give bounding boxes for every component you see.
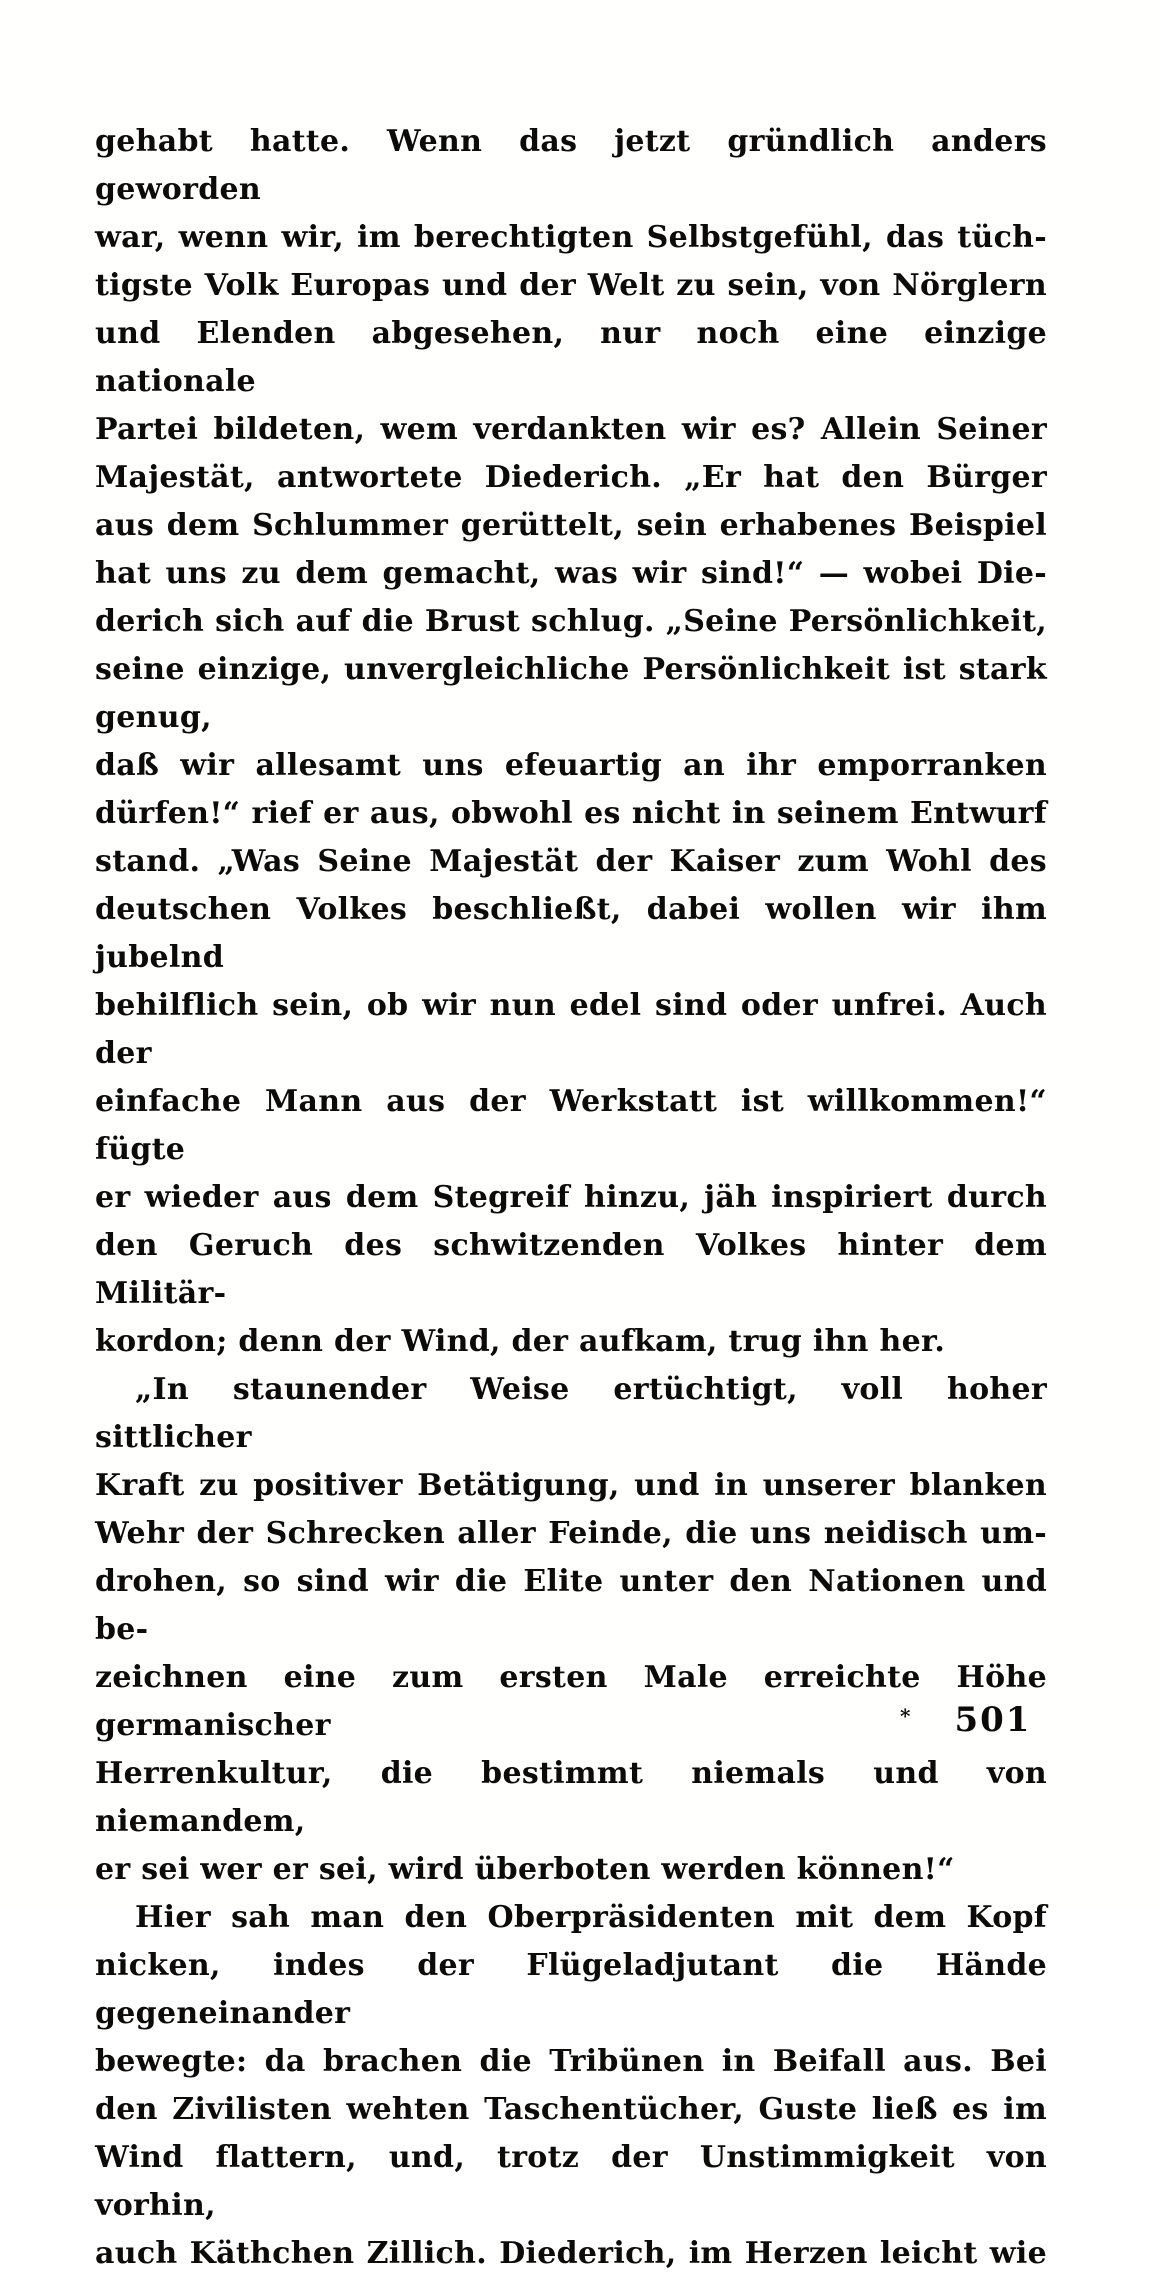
page-footer [900,1700,1031,1740]
text-line: derich sich auf die Brust schlug. „Seine Persönlichkeit, [95,604,1047,639]
text-line: war, wenn wir, im berechtigten Selbstgefühl, das tüch- [95,220,1047,255]
paragraph [95,1366,1047,1894]
text-line: dürfen!“ rief er aus, obwohl es nicht in seinem Entwurf [95,796,1047,831]
text-line: seine einzige, unvergleichliche Persönlichkeit ist stark genug, [95,652,1047,735]
text-line: einfache Mann aus der Werkstatt ist willkommen!“ fügte [95,1084,1047,1167]
text-line: drohen, so sind wir die Elite unter den Nationen und be- [95,1564,1047,1647]
text-line: zeichnen eine zum ersten Male erreichte Höhe germanischer [95,1660,1047,1743]
text-line: tigste Volk Europas und der Welt zu sein, von Nörglern [95,268,1047,303]
text-line: daß wir allesamt uns efeuartig an ihr emporranken [95,748,1047,783]
text-line: er wieder aus dem Stegreif hinzu, jäh inspiriert durch [95,1180,1047,1215]
text-line: behilflich sein, ob wir nun edel sind oder unfrei. Auch der [95,988,1047,1071]
text-line: auch Käthchen Zillich. Diederich, im Herzen leicht wie [95,2236,1047,2271]
text-line: „In staunender Weise ertüchtigt, voll hoher sittlicher [95,1372,1047,1455]
paragraph [95,1894,1047,2278]
text-line: bewegte: da brachen die Tribünen in Beifall aus. Bei [95,2044,1047,2079]
text-line: Herrenkultur, die bestimmt niemals und von niemandem, [95,1756,1047,1839]
text-line: gehabt hatte. Wenn das jetzt gründlich anders geworden [95,124,1047,207]
text-line: und Elenden abgesehen, nur noch eine einzige nationale [95,316,1047,399]
paragraph [95,118,1047,1366]
text-line: kordon; denn der Wind, der aufkam, trug ihn her. [95,1324,946,1359]
page-number: 501 [954,1700,1032,1740]
text-line: den Geruch des schwitzenden Volkes hinter dem Militär- [95,1228,1047,1311]
text-line: Majestät, antwortete Diederich. „Er hat den Bürger [95,460,1047,495]
text-line: stand. „Was Seine Majestät der Kaiser zum Wohl des [95,844,1047,879]
text-line: deutschen Volkes beschließt, dabei wollen wir ihm jubelnd [95,892,1047,975]
text-line: Hier sah man den Oberpräsidenten mit dem Kopf [135,1900,1047,1935]
text-line: er sei wer er sei, wird überboten werden können!“ [95,1852,955,1887]
text-line: Partei bildeten, wem verdankten wir es? Allein Seiner [95,412,1047,447]
text-line: aus dem Schlummer gerüttelt, sein erhabenes Beispiel [95,508,1047,543]
text-line: nicken, indes der Flügeladjutant die Hände gegeneinander [95,1948,1047,2031]
text-line: den Zivilisten wehten Taschentücher, Guste ließ es im [95,2092,1047,2127]
text-block [95,118,1047,2278]
text-line: hat uns zu dem gemacht, was wir sind!“ — wobei Die- [95,556,1047,591]
text-line: Wind flattern, und, trotz der Unstimmigkeit von vorhin, [95,2140,1047,2223]
text-line: Wehr der Schrecken aller Feinde, die uns neidisch um- [95,1516,1047,1551]
asterisk-mark-icon: * [900,1704,911,1728]
text-line: Kraft zu positiver Betätigung, und in unserer blanken [95,1468,1047,1503]
